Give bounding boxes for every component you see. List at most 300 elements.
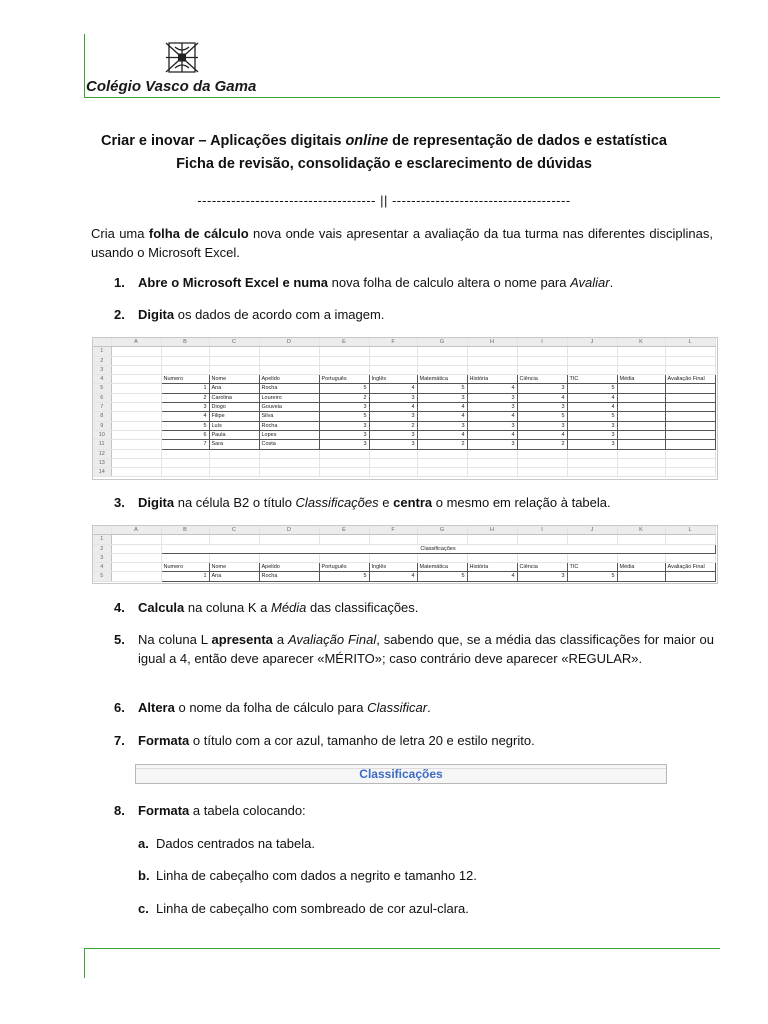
formatted-title-example bbox=[135, 764, 667, 784]
data-cell bbox=[665, 421, 715, 430]
empty-cell bbox=[111, 440, 161, 449]
row-number: 2 bbox=[93, 544, 111, 553]
data-cell bbox=[665, 572, 715, 581]
corner-cell bbox=[93, 338, 111, 347]
empty-cell bbox=[209, 468, 259, 477]
column-header: E bbox=[319, 338, 369, 347]
header-cell: Média bbox=[617, 375, 665, 384]
empty-cell bbox=[369, 356, 417, 365]
empty-cell bbox=[111, 375, 161, 384]
data-cell: 5 bbox=[319, 412, 369, 421]
data-cell: Paula bbox=[209, 430, 259, 439]
table-row bbox=[93, 375, 715, 384]
data-cell: Rocha bbox=[259, 421, 319, 430]
instruction-4: 4. Calcula na coluna K a Média das classificações. bbox=[114, 600, 419, 615]
footer-left-rule bbox=[84, 948, 85, 978]
data-cell: 5 bbox=[517, 412, 567, 421]
column-header: I bbox=[517, 338, 567, 347]
empty-cell bbox=[319, 356, 369, 365]
data-cell: 1 bbox=[161, 384, 209, 393]
table-row bbox=[93, 553, 715, 562]
empty-cell bbox=[617, 449, 665, 458]
empty-cell bbox=[111, 384, 161, 393]
column-header: E bbox=[319, 526, 369, 535]
empty-cell bbox=[567, 347, 617, 356]
empty-cell bbox=[111, 403, 161, 412]
document-subtitle: Ficha de revisão, consolidação e esclarecimento de dúvidas bbox=[176, 156, 592, 172]
header-cell: TIC bbox=[567, 375, 617, 384]
empty-cell bbox=[209, 365, 259, 374]
data-cell: 5 bbox=[417, 384, 467, 393]
empty-cell bbox=[665, 553, 715, 562]
column-header: L bbox=[665, 526, 715, 535]
instruction-7: 7. Formata o título com a cor azul, tamanho de letra 20 e estilo negrito. bbox=[114, 733, 535, 748]
empty-cell bbox=[665, 449, 715, 458]
data-cell bbox=[665, 384, 715, 393]
row-number: 5 bbox=[93, 572, 111, 581]
empty-cell bbox=[417, 468, 467, 477]
empty-cell bbox=[467, 468, 517, 477]
header-cell: Ciência bbox=[517, 563, 567, 572]
header-bottom-rule bbox=[84, 97, 720, 98]
column-header: L bbox=[665, 338, 715, 347]
data-cell: 4 bbox=[369, 572, 417, 581]
empty-cell bbox=[259, 365, 319, 374]
empty-cell bbox=[369, 553, 417, 562]
empty-cell bbox=[617, 553, 665, 562]
empty-cell bbox=[467, 449, 517, 458]
data-cell: 7 bbox=[161, 440, 209, 449]
table-row bbox=[93, 384, 715, 393]
empty-cell bbox=[665, 356, 715, 365]
empty-cell bbox=[517, 356, 567, 365]
empty-cell bbox=[517, 458, 567, 467]
header-cell: Inglês bbox=[369, 563, 417, 572]
row-number: 5 bbox=[93, 384, 111, 393]
data-cell: 4 bbox=[517, 393, 567, 402]
data-cell: 3 bbox=[467, 393, 517, 402]
empty-cell bbox=[517, 468, 567, 477]
column-header: A bbox=[111, 526, 161, 535]
data-cell bbox=[617, 403, 665, 412]
school-logo bbox=[164, 41, 200, 74]
instruction-8: 8. Formata a tabela colocando: bbox=[114, 803, 306, 818]
header-cell: Inglês bbox=[369, 375, 417, 384]
data-cell: 4 bbox=[467, 384, 517, 393]
header-cell: Nome bbox=[209, 563, 259, 572]
data-cell: 5 bbox=[567, 412, 617, 421]
data-cell: Filipe bbox=[209, 412, 259, 421]
data-cell: 3 bbox=[369, 440, 417, 449]
empty-cell bbox=[111, 365, 161, 374]
row-number: 14 bbox=[93, 468, 111, 477]
empty-cell bbox=[259, 458, 319, 467]
header-cell: Numero bbox=[161, 563, 209, 572]
empty-cell bbox=[111, 347, 161, 356]
empty-cell bbox=[319, 458, 369, 467]
column-header: B bbox=[161, 338, 209, 347]
empty-cell bbox=[467, 535, 517, 544]
data-cell: Loureiro bbox=[259, 393, 319, 402]
header-cell: Português bbox=[319, 563, 369, 572]
empty-cell bbox=[417, 449, 467, 458]
empty-cell bbox=[567, 356, 617, 365]
data-cell bbox=[665, 393, 715, 402]
empty-cell bbox=[369, 365, 417, 374]
table-row bbox=[93, 468, 715, 477]
column-header: H bbox=[467, 526, 517, 535]
header-cell: Numero bbox=[161, 375, 209, 384]
data-cell: Gouveia bbox=[259, 403, 319, 412]
spreadsheet-grid bbox=[93, 526, 716, 582]
data-cell bbox=[665, 440, 715, 449]
data-cell: 4 bbox=[417, 403, 467, 412]
data-cell: 2 bbox=[369, 421, 417, 430]
data-cell: Ana bbox=[209, 384, 259, 393]
empty-cell bbox=[319, 553, 369, 562]
header-cell: Ciência bbox=[517, 375, 567, 384]
header-cell: Matemática bbox=[417, 563, 467, 572]
row-number: 3 bbox=[93, 553, 111, 562]
data-cell: 4 bbox=[417, 412, 467, 421]
column-header: C bbox=[209, 526, 259, 535]
empty-cell bbox=[111, 449, 161, 458]
empty-cell bbox=[111, 535, 161, 544]
instruction-8a: a. Dados centrados na tabela. bbox=[138, 836, 315, 851]
row-number: 11 bbox=[93, 440, 111, 449]
table-row bbox=[93, 412, 715, 421]
spreadsheet-grid bbox=[93, 338, 716, 477]
empty-cell bbox=[209, 553, 259, 562]
column-header: D bbox=[259, 526, 319, 535]
column-header: J bbox=[567, 526, 617, 535]
data-cell: Ana bbox=[209, 572, 259, 581]
row-number: 9 bbox=[93, 421, 111, 430]
empty-cell bbox=[567, 365, 617, 374]
column-header: F bbox=[369, 338, 417, 347]
column-header: D bbox=[259, 338, 319, 347]
empty-cell bbox=[665, 458, 715, 467]
data-cell: 3 bbox=[319, 403, 369, 412]
data-cell: 1 bbox=[161, 572, 209, 581]
table-row bbox=[93, 544, 715, 553]
data-cell: 5 bbox=[161, 421, 209, 430]
empty-cell bbox=[417, 535, 467, 544]
instruction-3: 3. Digita na célula B2 o título Classificações e centra o mesmo em relação à tabela. bbox=[114, 495, 611, 510]
empty-cell bbox=[319, 347, 369, 356]
empty-cell bbox=[369, 449, 417, 458]
data-cell: 5 bbox=[319, 384, 369, 393]
empty-cell bbox=[161, 356, 209, 365]
empty-cell bbox=[209, 356, 259, 365]
data-cell: Carolina bbox=[209, 393, 259, 402]
data-cell: 4 bbox=[369, 403, 417, 412]
header-cell: Avaliação Final bbox=[665, 375, 715, 384]
empty-cell bbox=[259, 347, 319, 356]
table-row bbox=[93, 458, 715, 467]
row-number: 7 bbox=[93, 403, 111, 412]
instruction-1: 1. Abre o Microsoft Excel e numa nova folha de calculo altera o nome para Avaliar. bbox=[114, 275, 614, 290]
empty-cell bbox=[161, 347, 209, 356]
row-number: 3 bbox=[93, 365, 111, 374]
table-row bbox=[93, 356, 715, 365]
header-cell: Português bbox=[319, 375, 369, 384]
empty-cell bbox=[665, 535, 715, 544]
empty-cell bbox=[567, 468, 617, 477]
empty-cell bbox=[369, 535, 417, 544]
column-header: I bbox=[517, 526, 567, 535]
separator-line: ------------------------------------- || ------------------------------------- bbox=[197, 193, 571, 208]
corner-cell bbox=[93, 526, 111, 535]
column-header: H bbox=[467, 338, 517, 347]
data-cell: 3 bbox=[517, 572, 567, 581]
empty-cell bbox=[417, 347, 467, 356]
empty-cell bbox=[319, 535, 369, 544]
data-cell: 3 bbox=[567, 421, 617, 430]
empty-cell bbox=[161, 458, 209, 467]
data-cell: 4 bbox=[161, 412, 209, 421]
table-row bbox=[93, 572, 715, 581]
data-cell: 3 bbox=[319, 430, 369, 439]
empty-cell bbox=[467, 365, 517, 374]
data-cell: 3 bbox=[319, 421, 369, 430]
table-row bbox=[93, 430, 715, 439]
empty-cell bbox=[259, 356, 319, 365]
empty-cell bbox=[369, 468, 417, 477]
empty-cell bbox=[567, 458, 617, 467]
empty-cell bbox=[161, 449, 209, 458]
empty-cell bbox=[369, 458, 417, 467]
table-row bbox=[93, 365, 715, 374]
table-row bbox=[93, 421, 715, 430]
empty-cell bbox=[467, 553, 517, 562]
data-cell bbox=[617, 430, 665, 439]
empty-cell bbox=[319, 449, 369, 458]
empty-cell bbox=[665, 347, 715, 356]
footer-top-rule bbox=[84, 948, 720, 949]
empty-cell bbox=[417, 356, 467, 365]
row-number: 1 bbox=[93, 347, 111, 356]
column-header: J bbox=[567, 338, 617, 347]
table-row bbox=[93, 403, 715, 412]
instruction-5: 5. Na coluna L apresenta a Avaliação Final, sabendo que, se a média das classificações for maior ou igual a 4, então deve aparecer «MÉRITO»; caso contrário deve aparecer «REGULAR». bbox=[114, 632, 714, 666]
spreadsheet-screenshot-title bbox=[92, 525, 718, 584]
table-row bbox=[93, 449, 715, 458]
data-cell: 4 bbox=[467, 430, 517, 439]
row-number: 1 bbox=[93, 535, 111, 544]
data-cell: 3 bbox=[467, 440, 517, 449]
data-cell bbox=[617, 393, 665, 402]
data-cell: 6 bbox=[161, 430, 209, 439]
empty-cell bbox=[665, 468, 715, 477]
header-cell: Média bbox=[617, 563, 665, 572]
cross-emblem-icon bbox=[164, 41, 200, 74]
data-cell bbox=[617, 572, 665, 581]
empty-cell bbox=[617, 356, 665, 365]
table-row bbox=[93, 563, 715, 572]
empty-cell bbox=[209, 347, 259, 356]
empty-cell bbox=[517, 449, 567, 458]
data-cell: 5 bbox=[567, 572, 617, 581]
data-cell bbox=[617, 440, 665, 449]
empty-cell bbox=[259, 535, 319, 544]
empty-cell bbox=[617, 365, 665, 374]
merged-title-cell: Classificações bbox=[161, 544, 715, 553]
row-number: 12 bbox=[93, 449, 111, 458]
data-cell bbox=[665, 403, 715, 412]
data-cell: 2 bbox=[417, 440, 467, 449]
empty-cell bbox=[517, 347, 567, 356]
data-cell: 3 bbox=[319, 440, 369, 449]
data-cell: 3 bbox=[161, 403, 209, 412]
school-name: Colégio Vasco da Gama bbox=[86, 78, 257, 95]
data-cell: 2 bbox=[517, 440, 567, 449]
data-cell: 4 bbox=[517, 430, 567, 439]
empty-cell bbox=[161, 365, 209, 374]
row-number: 13 bbox=[93, 458, 111, 467]
data-cell: 3 bbox=[369, 393, 417, 402]
empty-cell bbox=[161, 553, 209, 562]
empty-cell bbox=[617, 535, 665, 544]
intro-paragraph: Cria uma folha de cálculo nova onde vais apresentar a avaliação da tua turma nas diferentes disciplinas, usando o Microsoft Excel. bbox=[91, 226, 713, 260]
empty-cell bbox=[567, 535, 617, 544]
empty-cell bbox=[665, 365, 715, 374]
data-cell bbox=[617, 412, 665, 421]
header-left-rule bbox=[84, 34, 85, 98]
header-cell: Avaliação Final bbox=[665, 563, 715, 572]
column-header: K bbox=[617, 526, 665, 535]
empty-cell bbox=[111, 468, 161, 477]
header-cell: TIC bbox=[567, 563, 617, 572]
instruction-2: 2. Digita os dados de acordo com a imagem. bbox=[114, 307, 385, 322]
data-cell: Sara bbox=[209, 440, 259, 449]
data-cell bbox=[617, 421, 665, 430]
data-cell: 3 bbox=[417, 421, 467, 430]
column-header: C bbox=[209, 338, 259, 347]
data-cell: 4 bbox=[467, 572, 517, 581]
empty-cell bbox=[417, 458, 467, 467]
empty-cell bbox=[111, 356, 161, 365]
empty-cell bbox=[259, 449, 319, 458]
empty-cell bbox=[467, 458, 517, 467]
column-header: B bbox=[161, 526, 209, 535]
empty-cell bbox=[319, 468, 369, 477]
empty-cell bbox=[467, 347, 517, 356]
data-cell: 2 bbox=[161, 393, 209, 402]
data-cell: 3 bbox=[517, 384, 567, 393]
instruction-6: 6. Altera o nome da folha de cálculo para Classificar. bbox=[114, 700, 431, 715]
instruction-8c: c. Linha de cabeçalho com sombreado de cor azul-clara. bbox=[138, 901, 469, 916]
empty-cell bbox=[369, 347, 417, 356]
empty-cell bbox=[467, 356, 517, 365]
empty-cell bbox=[209, 458, 259, 467]
data-cell: Silva bbox=[259, 412, 319, 421]
data-cell: 5 bbox=[319, 572, 369, 581]
data-cell: 3 bbox=[517, 403, 567, 412]
table-row bbox=[93, 535, 715, 544]
data-cell: 4 bbox=[417, 430, 467, 439]
table-row bbox=[93, 440, 715, 449]
data-cell: 4 bbox=[369, 384, 417, 393]
empty-cell bbox=[161, 535, 209, 544]
data-cell: 4 bbox=[567, 403, 617, 412]
data-cell: Costa bbox=[259, 440, 319, 449]
column-header: F bbox=[369, 526, 417, 535]
header-cell: Nome bbox=[209, 375, 259, 384]
empty-cell bbox=[111, 553, 161, 562]
data-cell: 3 bbox=[567, 430, 617, 439]
empty-cell bbox=[209, 449, 259, 458]
data-cell: 4 bbox=[467, 412, 517, 421]
empty-cell bbox=[259, 468, 319, 477]
data-cell: Rocha bbox=[259, 572, 319, 581]
row-number: 4 bbox=[93, 563, 111, 572]
column-header: G bbox=[417, 526, 467, 535]
empty-cell bbox=[259, 553, 319, 562]
row-number: 4 bbox=[93, 375, 111, 384]
empty-cell bbox=[111, 393, 161, 402]
empty-cell bbox=[567, 449, 617, 458]
data-cell: 5 bbox=[417, 572, 467, 581]
row-number: 2 bbox=[93, 356, 111, 365]
data-cell: 4 bbox=[567, 393, 617, 402]
empty-cell bbox=[111, 412, 161, 421]
empty-cell bbox=[209, 535, 259, 544]
data-cell: 2 bbox=[319, 393, 369, 402]
column-header: G bbox=[417, 338, 467, 347]
empty-cell bbox=[517, 365, 567, 374]
formatted-title-text: Classificações bbox=[359, 767, 443, 781]
table-row bbox=[93, 393, 715, 402]
column-header: A bbox=[111, 338, 161, 347]
row-number: 6 bbox=[93, 393, 111, 402]
data-cell bbox=[665, 430, 715, 439]
document-title: Criar e inovar – Aplicações digitais online de representação de dados e estatística bbox=[101, 133, 667, 149]
empty-cell bbox=[517, 535, 567, 544]
row-number: 10 bbox=[93, 430, 111, 439]
empty-cell bbox=[111, 544, 161, 553]
table-row bbox=[93, 347, 715, 356]
header-cell: História bbox=[467, 563, 517, 572]
empty-cell bbox=[111, 572, 161, 581]
header-cell: Apelido bbox=[259, 375, 319, 384]
empty-cell bbox=[111, 430, 161, 439]
empty-cell bbox=[617, 458, 665, 467]
header-cell: Apelido bbox=[259, 563, 319, 572]
data-cell: Rocha bbox=[259, 384, 319, 393]
empty-cell bbox=[319, 365, 369, 374]
empty-cell bbox=[567, 553, 617, 562]
header-cell: História bbox=[467, 375, 517, 384]
empty-cell bbox=[417, 553, 467, 562]
empty-cell bbox=[111, 421, 161, 430]
data-cell: Lopes bbox=[259, 430, 319, 439]
data-cell bbox=[665, 412, 715, 421]
empty-cell bbox=[111, 458, 161, 467]
instruction-8b: b. Linha de cabeçalho com dados a negrito e tamanho 12. bbox=[138, 868, 477, 883]
spreadsheet-screenshot-data bbox=[92, 337, 718, 480]
data-cell: 3 bbox=[517, 421, 567, 430]
empty-cell bbox=[517, 553, 567, 562]
data-cell: Luís bbox=[209, 421, 259, 430]
data-cell: 3 bbox=[369, 430, 417, 439]
row-number: 8 bbox=[93, 412, 111, 421]
empty-cell bbox=[417, 365, 467, 374]
header-cell: Matemática bbox=[417, 375, 467, 384]
data-cell: 3 bbox=[567, 440, 617, 449]
data-cell bbox=[617, 384, 665, 393]
data-cell: Diogo bbox=[209, 403, 259, 412]
